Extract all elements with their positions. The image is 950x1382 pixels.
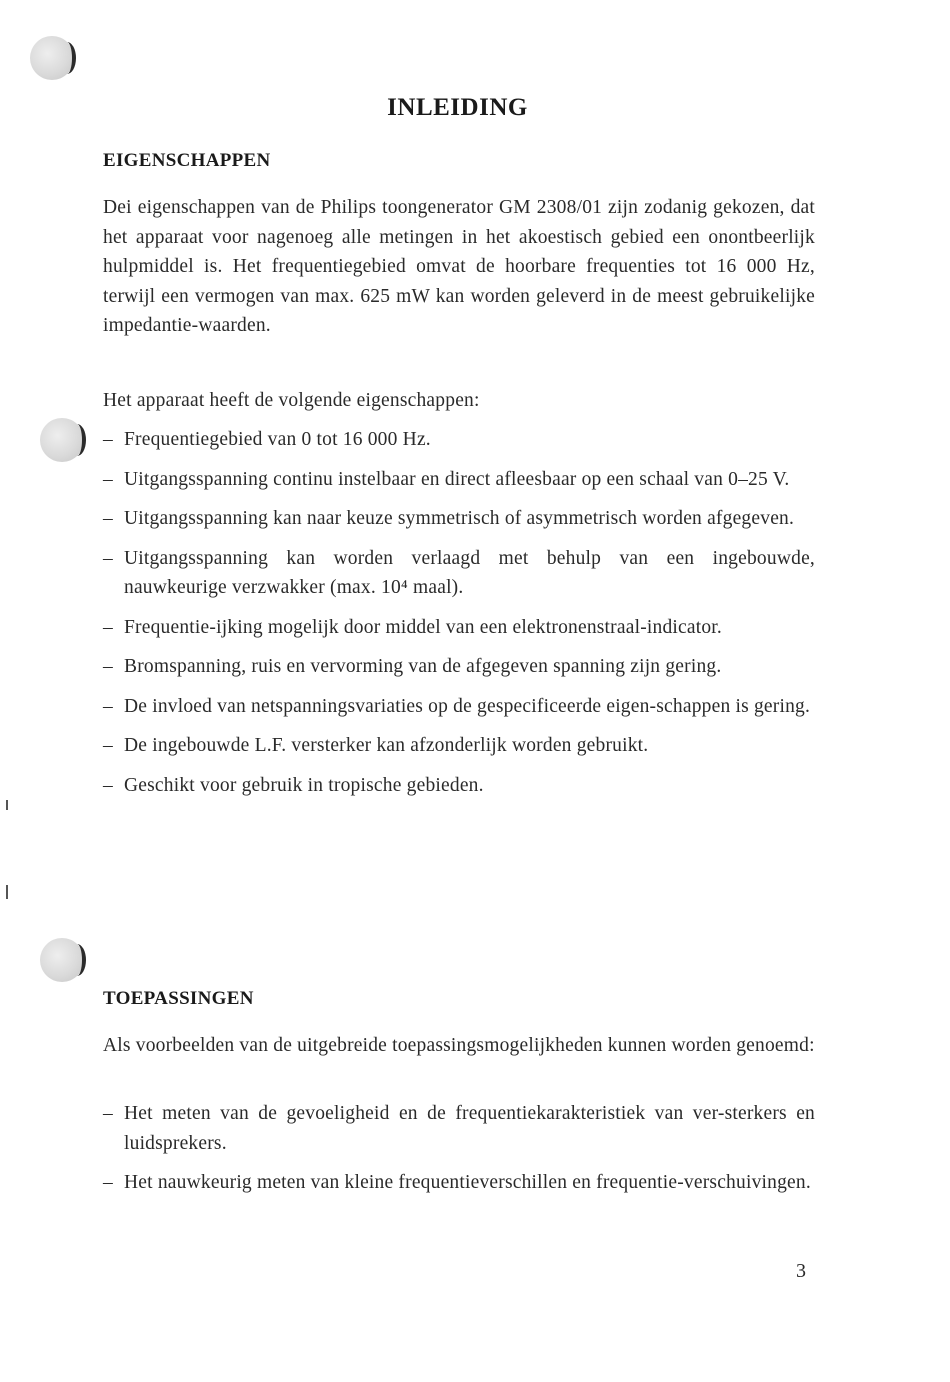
- list-item: – Uitgangsspanning kan naar keuze symmetrisch of asymmetrisch worden afgegeven.: [103, 504, 815, 534]
- dash-marker: –: [103, 429, 113, 450]
- eigenschappen-list: [103, 425, 815, 810]
- dash-marker: –: [103, 735, 113, 756]
- list-item: – Bromspanning, ruis en vervorming van de afgegeven spanning zijn gering.: [103, 652, 815, 682]
- dash-marker: –: [103, 1172, 113, 1193]
- dash-marker: –: [103, 695, 113, 717]
- list-item: – Uitgangsspanning kan worden verlaagd met behulp van een ingebouwde, nauwkeurige verzwakker (max. 10⁴ maal).: [103, 544, 815, 603]
- edge-mark: [6, 800, 8, 810]
- page-title: INLEIDING: [387, 94, 528, 121]
- section-heading-toepassingen: TOEPASSINGEN: [103, 988, 254, 1009]
- section-heading-eigenschappen: EIGENSCHAPPEN: [103, 150, 271, 171]
- list-item: – Geschikt voor gebruik in tropische gebieden.: [103, 771, 815, 801]
- list-item: – De invloed van netspanningsvariaties op de gespecificeerde eigen-schappen is gering.: [103, 692, 815, 722]
- dash-marker: –: [103, 547, 113, 569]
- dash-marker: –: [103, 1103, 113, 1124]
- list-item: – Frequentiegebied van 0 tot 16 000 Hz.: [103, 425, 815, 455]
- eigenschappen-list-intro: Het apparaat heeft de volgende eigenschappen:: [103, 390, 480, 411]
- list-item: – Uitgangsspanning continu instelbaar en direct afleesbaar op een schaal van 0–25 V.: [103, 465, 815, 495]
- dash-marker: –: [103, 616, 113, 638]
- eigenschappen-intro-paragraph: Dei eigenschappen van de Philips toongenerator GM 2308/01 zijn zodanig gekozen, dat het apparaat voor nagenoeg alle metingen in het akoestisch gebied een onontbeerlijk hulpmiddel is. Het frequentiegebied omvat de hoorbare frequenties tot 16 000 Hz, terwijl een vermogen van max. 625 mW kan worden geleverd in de meest gebruikelijke impedantie-waarden.: [103, 197, 815, 336]
- list-item: – Frequentie-ijking mogelijk door middel van een elektronenstraal-indicator.: [103, 613, 815, 643]
- toepassingen-list: [103, 1099, 815, 1208]
- list-item: – De ingebouwde L.F. versterker kan afzonderlijk worden gebruikt.: [103, 731, 815, 761]
- dash-marker: –: [103, 508, 113, 529]
- list-item: – Het meten van de gevoeligheid en de frequentiekarakteristiek van ver-sterkers en luidsprekers.: [103, 1099, 815, 1158]
- dash-marker: –: [103, 468, 113, 490]
- toepassingen-intro-paragraph: Als voorbeelden van de uitgebreide toepassingsmogelijkheden kunnen worden genoemd:: [103, 1035, 815, 1056]
- punch-hole-middle: [40, 418, 84, 462]
- list-item: – Het nauwkeurig meten van kleine frequentieverschillen en frequentie-verschuivingen.: [103, 1168, 815, 1198]
- punch-hole-bottom: [40, 938, 84, 982]
- punch-hole-top: [30, 36, 74, 80]
- dash-marker: –: [103, 656, 113, 677]
- page-number: 3: [796, 1260, 806, 1282]
- dash-marker: –: [103, 774, 113, 796]
- edge-mark: [6, 885, 8, 899]
